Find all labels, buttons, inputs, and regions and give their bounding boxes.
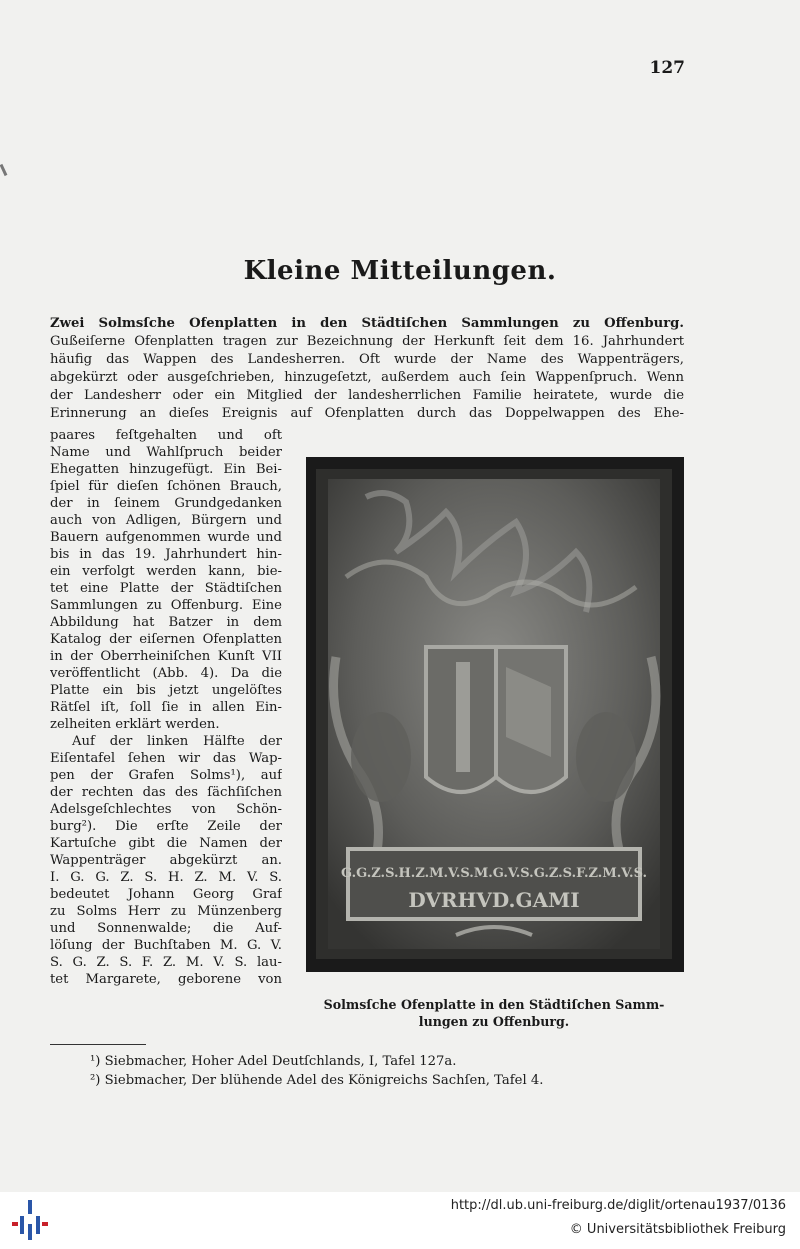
column-text-line: Auf der linken Hälfte der bbox=[72, 734, 282, 749]
footnote bbox=[90, 1053, 456, 1070]
caption-line: lungen zu Offenburg. bbox=[418, 1014, 570, 1029]
column-text-line: bis in das 19. Jahrhundert hin- bbox=[50, 547, 282, 562]
viewer-footer bbox=[0, 1192, 800, 1249]
library-logo-icon bbox=[10, 1198, 50, 1242]
column-text-line: tet Margarete, geborene von bbox=[50, 972, 282, 987]
column-text-line: Kartuſche gibt die Namen der bbox=[50, 836, 282, 851]
column-text-line: ſpiel für dieſen ſchönen Brauch, bbox=[50, 479, 282, 494]
column-text-line: Katalog der eiſernen Ofenplatten bbox=[50, 632, 282, 647]
column-text-line: Rätſel iſt, ſoll ſie in allen Ein- bbox=[50, 700, 282, 715]
footnote-text: Siebmacher, Hoher Adel Deutſchlands, I, Tafel 127a. bbox=[104, 1054, 457, 1069]
plate-inscription-line-2: DVRHVD.GAMI bbox=[408, 888, 580, 912]
column-text-line: Name und Wahlſpruch beider bbox=[50, 445, 282, 460]
text-line: Gußeiſerne Ofenplatten tragen zur Bezeichnung der Herkunft ſeit dem 16. Jahrhundert bbox=[50, 334, 684, 349]
text-line: der Landesherr oder ein Mitglied der landesherrlichen Familie heiratete, wurde die bbox=[50, 388, 684, 403]
column-text-line: in der Oberrheiniſchen Kunſt VII bbox=[50, 649, 282, 664]
column-text-line: und Sonnenwalde; die Auf- bbox=[50, 921, 282, 936]
column-text-line: pen der Grafen Solms¹), auf bbox=[50, 768, 282, 783]
text-line: Erinnerung an dieſes Ereignis auf Ofenplatten durch das Doppelwappen des Ehe- bbox=[50, 406, 684, 421]
text-line: abgekürzt oder ausgeſchrieben, hinzugeſetzt, außerdem auch ſein Wappenſpruch. Wenn bbox=[50, 370, 684, 385]
figure-caption bbox=[300, 996, 688, 1030]
column-text-line: S. G. Z. S. F. Z. M. V. S. lau- bbox=[50, 955, 282, 970]
footnote-rule bbox=[50, 1044, 146, 1045]
column-text-line: burg²). Die erſte Zeile der bbox=[50, 819, 282, 834]
column-text-line: I. G. G. Z. S. H. Z. M. V. S. bbox=[50, 870, 282, 885]
column-text-line: zelheiten erklärt werden. bbox=[50, 717, 220, 732]
article-title-line: Zwei Solmsſche Ofenplatten in den Städtiſchen Sammlungen zu Offenburg. bbox=[50, 316, 684, 331]
column-text-line: tet eine Platte der Städtiſchen bbox=[50, 581, 282, 596]
section-heading: Kleine Mitteilungen. bbox=[243, 256, 557, 286]
column-text-line: veröffentlicht (Abb. 4). Da die bbox=[50, 666, 282, 681]
column-text-line: auch von Adligen, Bürgern und bbox=[50, 513, 282, 528]
column-text-line: zu Solms Herr zu Münzenberg bbox=[50, 904, 282, 919]
column-text-line: Platte ein bis jetzt ungelöſtes bbox=[50, 683, 282, 698]
page-number: 127 bbox=[649, 58, 685, 78]
column-text-line: der in ſeinem Grundgedanken bbox=[50, 496, 282, 511]
footnote-text: Siebmacher, Der blühende Adel des Königreichs Sachſen, Tafel 4. bbox=[104, 1073, 544, 1088]
column-text-line: Ehegatten hinzugefügt. Ein Bei- bbox=[50, 462, 282, 477]
text-line: häufig das Wappen des Landesherren. Oft wurde der Name des Wappenträgers, bbox=[50, 352, 684, 367]
column-text-line: bedeutet Johann Georg Graf bbox=[50, 887, 282, 902]
stove-plate-photo bbox=[306, 457, 684, 972]
footnote-mark: ¹) bbox=[90, 1054, 101, 1069]
column-text-line: Abbildung hat Batzer in dem bbox=[50, 615, 282, 630]
column-text-line: Wappenträger abgekürzt an. bbox=[50, 853, 282, 868]
column-text-line: Eiſentafel ſehen wir das Wap- bbox=[50, 751, 282, 766]
column-text-line: ein verfolgt werden kann, bie- bbox=[50, 564, 282, 579]
plate-inscription-line-1: G.G.Z.S.H.Z.M.V.S.M.G.V.S.G.Z.S.F.Z.M.V.S. bbox=[340, 866, 648, 881]
footnote-mark: ²) bbox=[90, 1073, 101, 1088]
column-text-line: Sammlungen zu Offenburg. Eine bbox=[50, 598, 282, 613]
column-text-line: Bauern aufgenommen wurde und bbox=[50, 530, 282, 545]
permalink[interactable]: http://dl.ub.uni-freiburg.de/diglit/ortenau1937/0136 bbox=[450, 1198, 786, 1213]
copyright-notice: © Universitätsbibliothek Freiburg bbox=[569, 1222, 786, 1237]
column-text-line: Adelsgeſchlechtes von Schön- bbox=[50, 802, 282, 817]
column-text-line: löſung der Buchſtaben M. G. V. bbox=[50, 938, 282, 953]
footnote bbox=[90, 1072, 543, 1089]
margin-mark bbox=[0, 164, 7, 176]
column-text-line: paares feſtgehalten und oft bbox=[50, 428, 282, 443]
column-text-line: der rechten das des ſächſiſchen bbox=[50, 785, 282, 800]
caption-line: Solmsſche Ofenplatte in den Städtiſchen Samm- bbox=[323, 997, 665, 1012]
